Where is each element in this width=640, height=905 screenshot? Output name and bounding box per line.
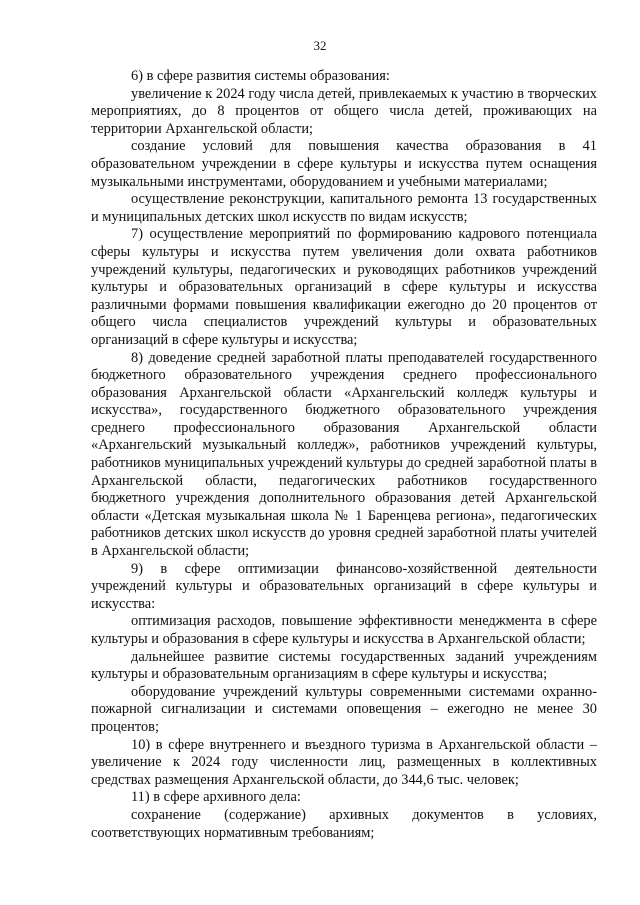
paragraph-archive-heading: 11) в сфере архивного дела: bbox=[131, 789, 301, 806]
paragraph-education-heading: 6) в сфере развития системы образования: bbox=[131, 68, 390, 84]
paragraph-optimization-heading: 9) в сфере оптимизации финансово-хозяйственной деятельности учреждений культуры и образовательных организаций в сфере культуры и искусства: bbox=[91, 560, 597, 612]
paragraph-state-assignments: дальнейшее развитие системы государственных заданий учреждениям культуры и образовательным организациям в сфере культуры и искусства; bbox=[91, 648, 597, 683]
paragraph-children-participation: увеличение к 2024 году числа детей, привлекаемых к участию в творческих мероприятиях, до 8 процентов от общего числа детей, проживающих на территории Архангельской области; bbox=[91, 85, 597, 137]
paragraph-education-quality: создание условий для повышения качества образования в 41 образовательном учреждении в сфере культуры и искусства путем оснащения музыкальными инструментами, оборудованием и учебными материалами; bbox=[91, 138, 597, 190]
paragraph-school-reconstruction: осуществление реконструкции, капитального ремонта 13 государственных и муниципальных детских школ искусств по видам искусств; bbox=[91, 191, 597, 225]
paragraph-fire-alarm: оборудование учреждений культуры современными системами охранно-пожарной сигнализации и системами оповещения – ежегодно не менее 30 процентов; bbox=[91, 683, 597, 735]
paragraph-cost-optimization: оптимизация расходов, повышение эффективности менеджмента в сфере культуры и образования в сфере культуры и искусства в Архангельской области; bbox=[91, 613, 597, 647]
document-body bbox=[91, 68, 597, 842]
paragraph-tourism: 10) в сфере внутреннего и въездного туризма в Архангельской области – увеличение к 2024 году численности лиц, размещенных в коллективных средствах размещения Архангельской области, до 344,6 тыс. человек; bbox=[91, 736, 597, 788]
paragraph-archive-storage: сохранение (содержание) архивных документов в условиях, соответствующих нормативным требованиям; bbox=[91, 806, 597, 841]
paragraph-staff-training: 7) осуществление мероприятий по формированию кадрового потенциала сферы культуры и искусства путем увеличения доли охвата работников учреждений культуры, педагогических и руководящих работников учреждений культуры и образовательных организаций в сфере культуры и искусства различными формами повышения квалификации ежегодно до 20 процентов от общего числа специалистов учреждений культуры и образовательных организаций в сфере культуры и искусства; bbox=[91, 226, 597, 348]
page-number: 32 bbox=[313, 38, 327, 53]
paragraph-salary: 8) доведение средней заработной платы преподавателей государственного бюджетного образовательного учреждения среднего профессионального образования Архангельской области «Архангельский колледж культуры и искусства», государственного бюджетного образовательного учреждения среднего профессионального образования Архангельской области «Архангельский музыкальный колледж», работников учреждений культуры, работников муниципальных учреждений культуры до средней заработной платы в Архангельской области, педагогических работников государственного бюджетного учреждения дополнительного образования детей Архангельской области «Детская музыкальная школа № 1 Баренцева региона», педагогических работников детских школ искусств до уровня средней заработной платы учителей в Архангельской области; bbox=[91, 349, 597, 560]
